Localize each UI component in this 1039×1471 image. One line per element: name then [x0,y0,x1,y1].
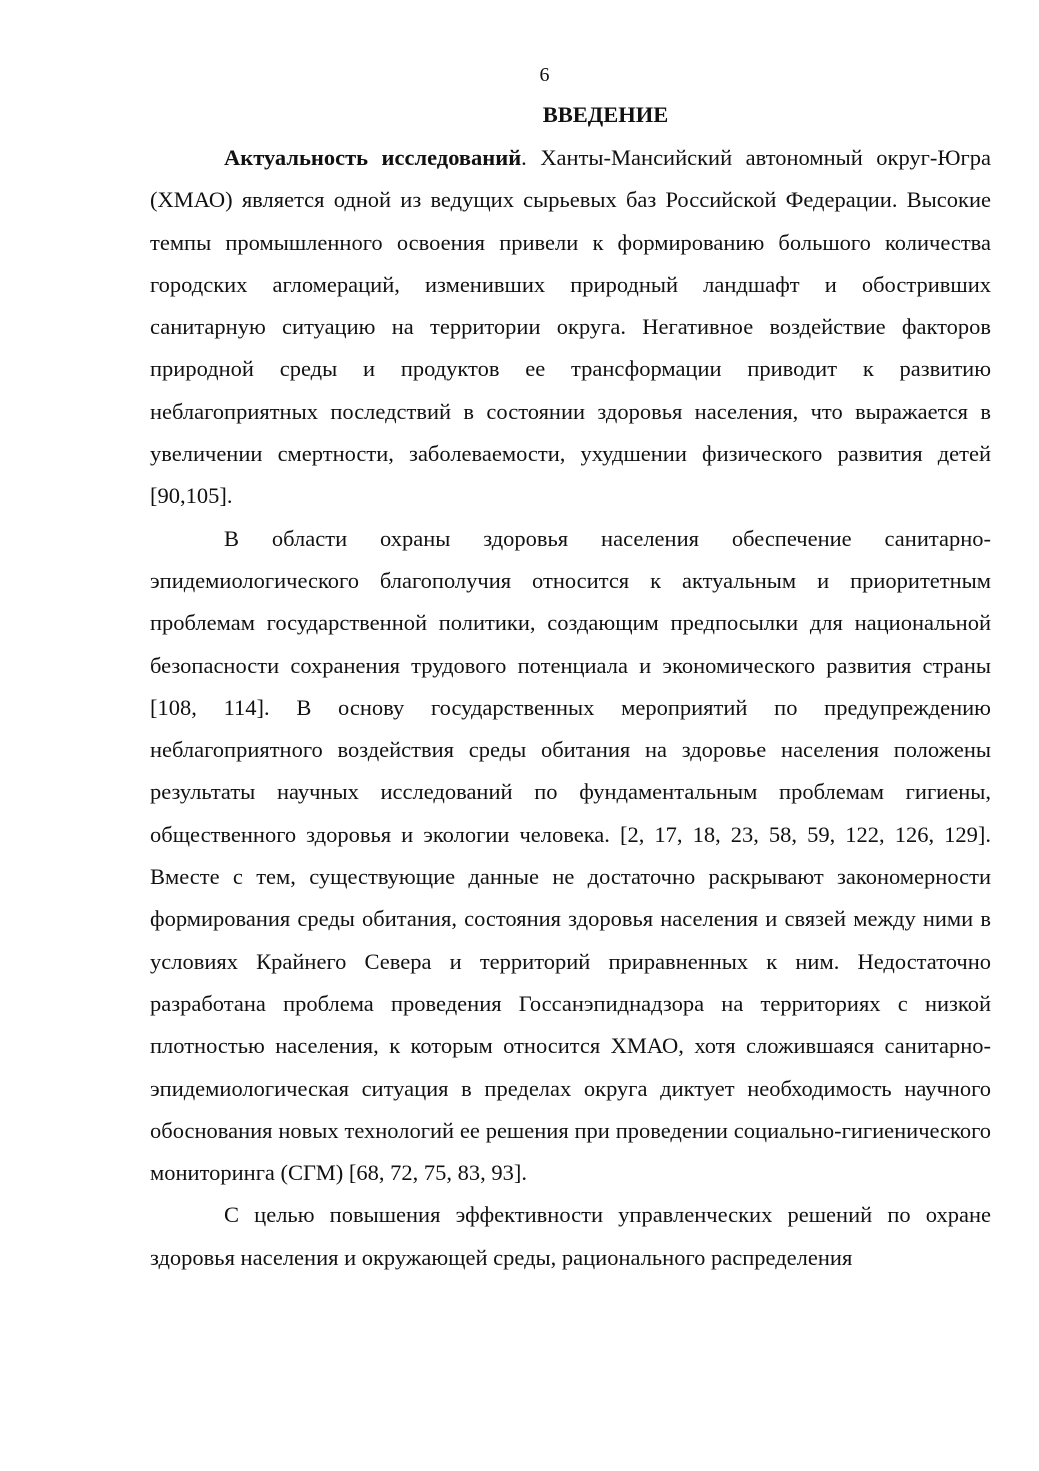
paragraph-health-protection: В области охраны здоровья населения обеспечение санитарно-эпидемиологического благополучия относится к актуальным и приоритетным проблемам государственной политики, создающим предпосылки для национальной безопасности сохранения трудового потенциала и экономического развития страны [108, 114]. В основу государственных мероприятий по предупреждению неблагоприятного воздействия среды обитания на здоровье населения положены результаты научных исследований по фундаментальным проблемам гигиены, общественного здоровья и экологии человека. [2, 17, 18, 23, 58, 59, 122, 126, 129]. Вместе с тем, существующие данные не достаточно раскрывают закономерности формирования среды обитания, состояния здоровья населения и связей между ними в условиях Крайнего Севера и территорий приравненных к ним. Недостаточно разработана проблема проведения Госсанэпиднадзора на территориях с низкой плотностью населения, к которым относится ХМАО, хотя сложившаяся санитарно-эпидемиологическая ситуация в пределах округа диктует необходимость научного обоснования новых технологий ее решения при проведении социально-гигиенического мониторинга (СГМ) [68, 72, 75, 83, 93]. [150,525,991,1186]
section-heading: ВВЕДЕНИЕ [542,102,669,127]
paragraph-management-decisions: С целью повышения эффективности управленческих решений по охране здоровья населения и окружающей среды, рационального распределения [150,1202,991,1270]
paragraph-relevance [150,137,991,518]
page-number: 6 [539,64,550,86]
paragraph-lead-term: Актуальность исследований [224,145,522,170]
body-text [150,137,991,1279]
paragraph-text: . Ханты-Мансийский автономный округ-Югра (ХМАО) является одной из ведущих сырьевых баз Российской Федерации. Высокие темпы промышленного освоения привели к формированию большого количества городских агломераций, изменивших природный ландшафт и обостривших санитарную ситуацию на территории округа. Негативное воздействие факторов природной среды и продуктов ее трансформации приводит к развитию неблагоприятных последствий в состоянии здоровья населения, что выражается в увеличении смертности, заболеваемости, ухудшении физического развития детей [90,105]. [150,145,991,509]
